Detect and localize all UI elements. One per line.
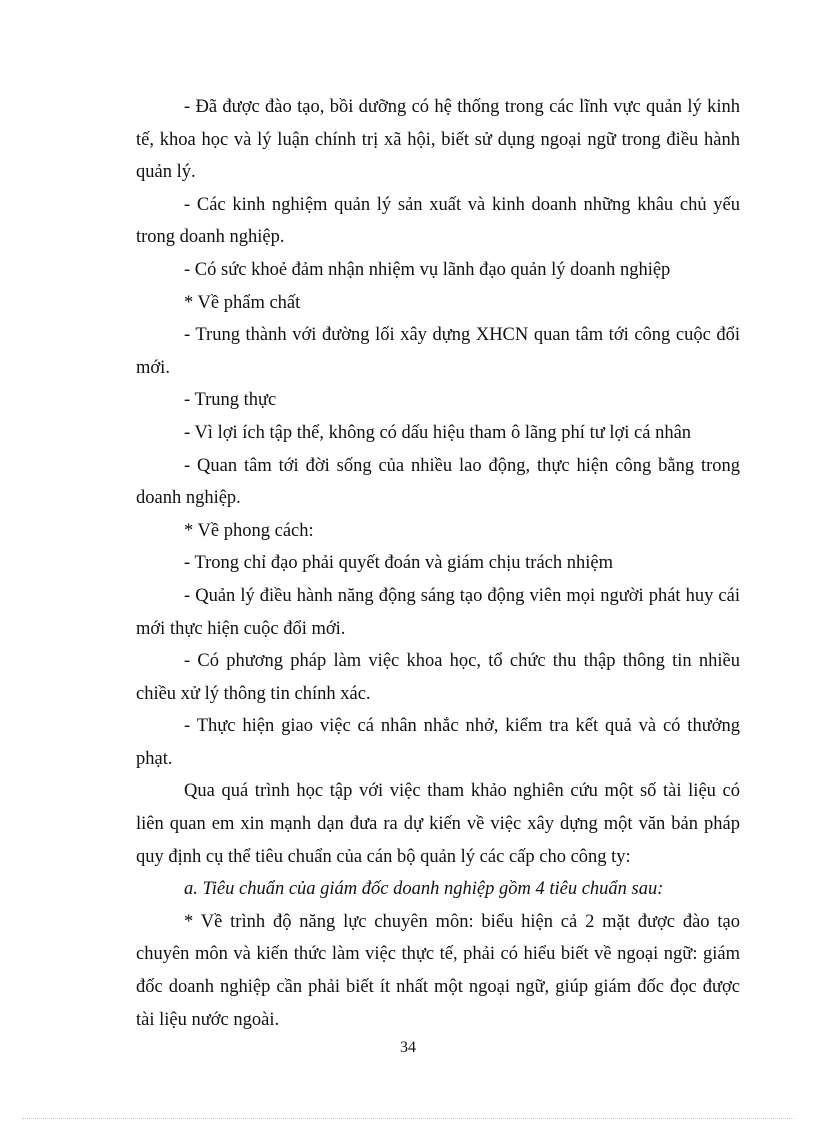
body-text <box>136 91 740 1036</box>
paragraph-health: - Có sức khoẻ đảm nhận nhiệm vụ lãnh đạo quản lý doanh nghiệp <box>184 259 671 280</box>
paragraph-worker-welfare: - Quan tâm tới đời sống của nhiều lao động, thực hiện công bằng trong doanh nghiệp. <box>136 455 740 509</box>
paragraph-delegation: - Thực hiện giao việc cá nhân nhắc nhở, kiểm tra kết quả và có thưởng phạt. <box>136 716 740 769</box>
page-bottom-divider <box>22 1118 794 1119</box>
paragraph-proposal: Qua quá trình học tập với việc tham khảo nghiên cứu một số tài liệu có liên quan em xin mạnh dạn đưa ra dự kiến về việc xây dựng một văn bản pháp quy định cụ thể tiêu chuẩn của cán bộ quản lý các cấp cho công ty: <box>136 781 740 867</box>
subheading-director-standards: a. Tiêu chuẩn của giám đốc doanh nghiệp gồm 4 tiêu chuẩn sau: <box>184 879 664 900</box>
paragraph-honesty: - Trung thực <box>184 390 277 411</box>
page-number: 34 <box>400 1039 416 1056</box>
paragraph-training: - Đã được đào tạo, bồi dưỡng có hệ thống trong các lĩnh vực quản lý kinh tế, khoa học và lý luận chính trị xã hội, biết sử dụng ngoại ngữ trong điều hành quản lý. <box>136 97 740 183</box>
paragraph-management-experience: - Các kinh nghiệm quản lý sản xuất và kinh doanh những khâu chủ yếu trong doanh nghiệp. <box>136 194 740 248</box>
paragraph-collective-interest: - Vì lợi ích tập thể, không có dấu hiệu tham ô lãng phí tư lợi cá nhân <box>184 422 692 443</box>
heading-style: * Về phong cách: <box>184 520 314 541</box>
paragraph-decisiveness: - Trong chỉ đạo phải quyết đoán và giám chịu trách nhiệm <box>184 553 614 574</box>
paragraph-loyalty: - Trung thành với đường lối xây dựng XHCN quan tâm tới công cuộc đổi mới. <box>136 325 740 378</box>
paragraph-dynamic-management: - Quản lý điều hành năng động sáng tạo động viên mọi người phát huy cái mới thực hiện cuộc đổi mới. <box>136 585 740 639</box>
paragraph-professional-competence: * Về trình độ năng lực chuyên môn: biểu hiện cả 2 mặt được đào tạo chuyên môn và kiến thức làm việc thực tế, phải có hiểu biết về ngoại ngữ: giám đốc doanh nghiệp cần phải biết ít nhất một ngoại ngữ, giúp giám đốc đọc được tài liệu nước ngoài. <box>136 911 740 1030</box>
paragraph-scientific-method: - Có phương pháp làm việc khoa học, tổ chức thu thập thông tin nhiều chiều xử lý thông tin chính xác. <box>136 651 740 704</box>
heading-qualities: * Về phẩm chất <box>184 292 301 313</box>
